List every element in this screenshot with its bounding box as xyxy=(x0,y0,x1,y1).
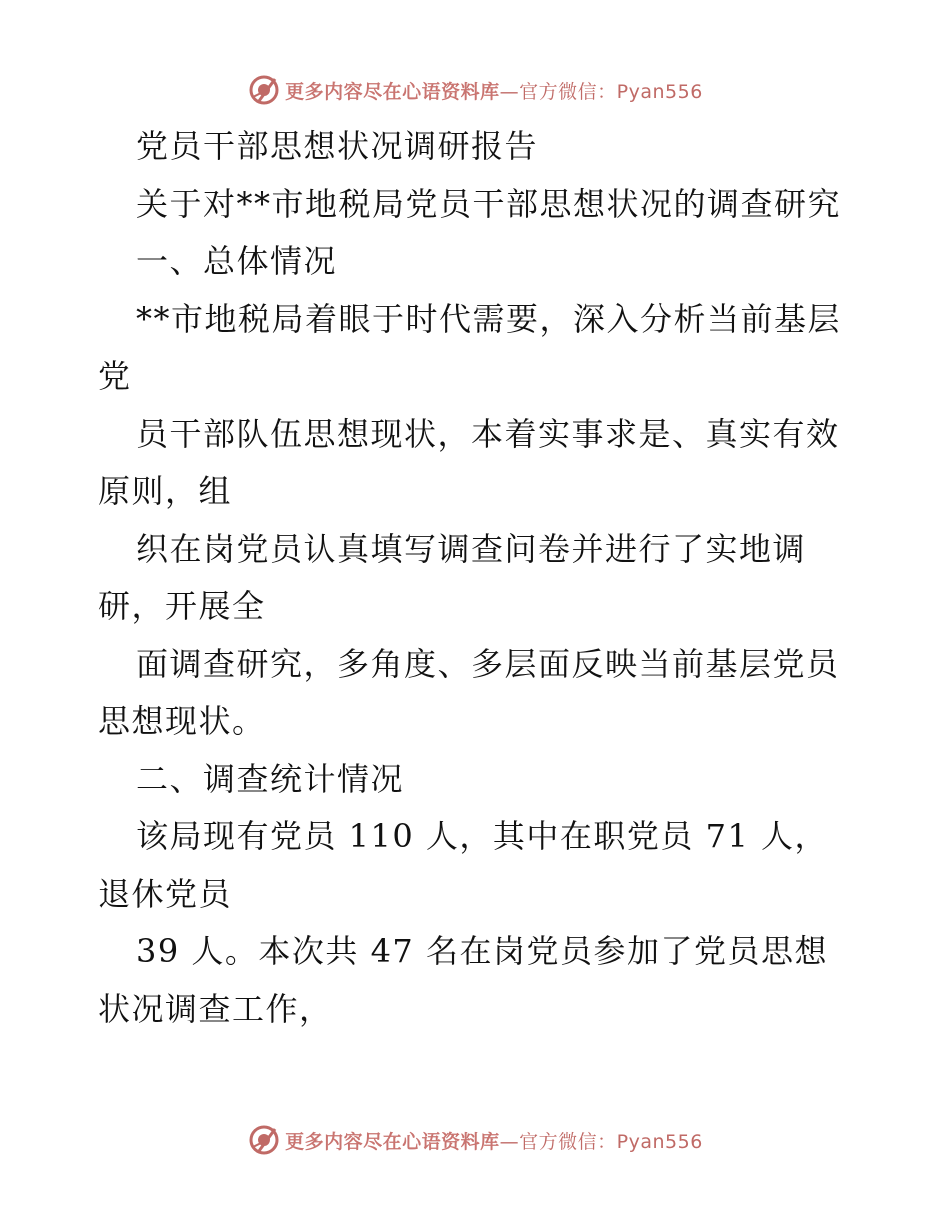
document-title: 党员干部思想状况调研报告 xyxy=(136,127,539,165)
pen-logo-icon xyxy=(247,1123,281,1157)
watermark-banner-bottom xyxy=(0,1120,950,1160)
paragraph-line: 39 人。本次共 47 名在岗党员参加了党员思想 xyxy=(136,932,828,970)
document-subtitle: 关于对**市地税局党员干部思想状况的调查研究 xyxy=(136,184,842,223)
pen-logo-icon xyxy=(247,73,281,107)
paragraph-line: 退休党员 xyxy=(98,874,233,913)
paragraph-line: 思想现状。 xyxy=(98,702,266,740)
watermark-text: 更多内容尽在心语资料库—官方微信：Pyan556 xyxy=(285,1130,703,1153)
section-heading-overview: 一、总体情况 xyxy=(136,242,338,280)
document-body xyxy=(98,118,858,1038)
paragraph-line: 织在岗党员认真填写调查问卷并进行了实地调 xyxy=(136,529,807,568)
paragraph-line: 该局现有党员 110 人，其中在职党员 71 人， xyxy=(136,817,828,855)
watermark-banner-top xyxy=(0,70,950,110)
paragraph-line: **市地税局着眼于时代需要，深入分析当前基层 xyxy=(136,299,842,338)
paragraph-line: 面调查研究，多角度、多层面反映当前基层党员 xyxy=(136,644,840,683)
paragraph-line: 原则，组 xyxy=(98,472,233,510)
paragraph-line: 状况调查工作， xyxy=(98,989,333,1028)
paragraph-line: 研，开展全 xyxy=(98,587,266,625)
paragraph-line: 员干部队伍思想现状，本着实事求是、真实有效 xyxy=(136,414,840,453)
paragraph-line: 党 xyxy=(98,357,132,395)
watermark-text: 更多内容尽在心语资料库—官方微信：Pyan556 xyxy=(285,80,703,103)
section-heading-statistics: 二、调查统计情况 xyxy=(136,759,405,798)
